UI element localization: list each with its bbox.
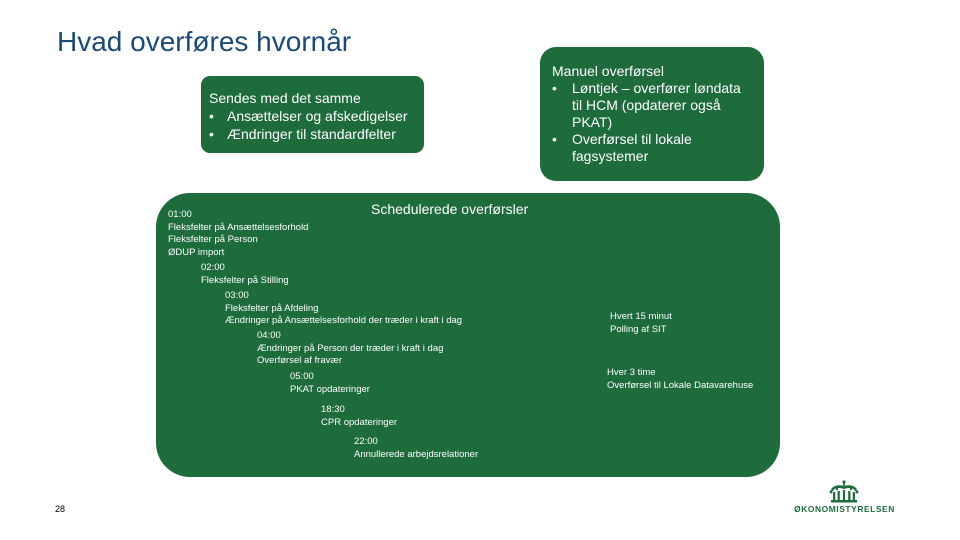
page-number: 28 <box>55 504 66 514</box>
list-item <box>552 80 752 131</box>
schedule-line: CPR opdateringer <box>321 416 398 428</box>
scheduled-transfers-title: Schedulerede overførsler <box>371 201 529 217</box>
manual-transfer-heading: Manuel overførsel <box>552 63 665 79</box>
bullet-icon: • <box>209 108 214 124</box>
schedule-line: PKAT opdateringer <box>290 383 370 395</box>
schedule-line: Annullerede arbejdsrelationer <box>354 448 479 460</box>
immediate-transfer-heading: Sendes med det samme <box>209 90 361 106</box>
schedule-line: Fleksfelter på Afdeling <box>225 302 319 314</box>
list-item-text: Ændringer til standardfelter <box>227 126 396 142</box>
schedule-time: 22:00 <box>354 436 378 447</box>
schedule-entry-0500 <box>290 371 370 396</box>
list-item-text: Ansættelser og afskedigelser <box>227 108 408 124</box>
schedule-entry-2200 <box>354 436 478 461</box>
schedule-line: Fleksfelter på Person <box>168 234 258 246</box>
schedule-time: 18:30 <box>321 404 345 415</box>
schedule-line: Fleksfelter på Stilling <box>201 274 289 286</box>
list-item <box>209 125 416 143</box>
bullet-icon: • <box>552 131 557 147</box>
bullet-icon: • <box>209 126 214 142</box>
schedule-time: 04:00 <box>257 330 281 341</box>
bullet-icon: • <box>552 80 557 96</box>
schedule-line: ØDUP import <box>168 246 225 258</box>
schedule-entry-0300 <box>225 290 462 328</box>
schedule-time: 05:00 <box>290 371 314 382</box>
okonomistyrelsen-logo <box>782 480 907 516</box>
recurring-interval: Hver 3 time <box>607 367 656 378</box>
recurring-entry-15min <box>610 311 672 336</box>
list-item-text: Løntjek – overfører løndata til HCM (opdaterer også PKAT) <box>572 80 741 130</box>
schedule-line: Ændringer på Person der træder i kraft i dag <box>257 342 444 354</box>
logo-wordmark: ØKONOMISTYRELSEN <box>794 504 895 514</box>
recurring-line: Polling af SIT <box>610 323 667 335</box>
recurring-entry-3hours <box>607 367 753 392</box>
schedule-line: Ændringer på Ansættelsesforhold der træder i kraft i dag <box>225 315 463 327</box>
recurring-interval: Hvert 15 minut <box>610 311 672 322</box>
schedule-entry-1830 <box>321 404 397 429</box>
schedule-entry-0400 <box>257 330 443 368</box>
list-item-text: Overførsel til lokale fagsystemer <box>572 131 692 164</box>
schedule-entry-0100 <box>168 209 308 259</box>
schedule-line: Fleksfelter på Ansættelsesforhold <box>168 221 309 233</box>
crown-icon <box>824 480 864 504</box>
schedule-line: Overførsel af fravær <box>257 355 342 367</box>
manual-transfer-box <box>540 47 764 181</box>
schedule-entry-0200 <box>201 262 289 287</box>
list-item <box>552 131 752 165</box>
recurring-line: Overførsel til Lokale Datavarehuse <box>607 379 754 391</box>
immediate-transfer-box <box>201 76 424 153</box>
schedule-time: 02:00 <box>201 262 225 273</box>
list-item <box>209 107 416 125</box>
schedule-time: 03:00 <box>225 290 249 301</box>
schedule-time: 01:00 <box>168 209 192 220</box>
slide-title: Hvad overføres hvornår <box>57 26 352 57</box>
